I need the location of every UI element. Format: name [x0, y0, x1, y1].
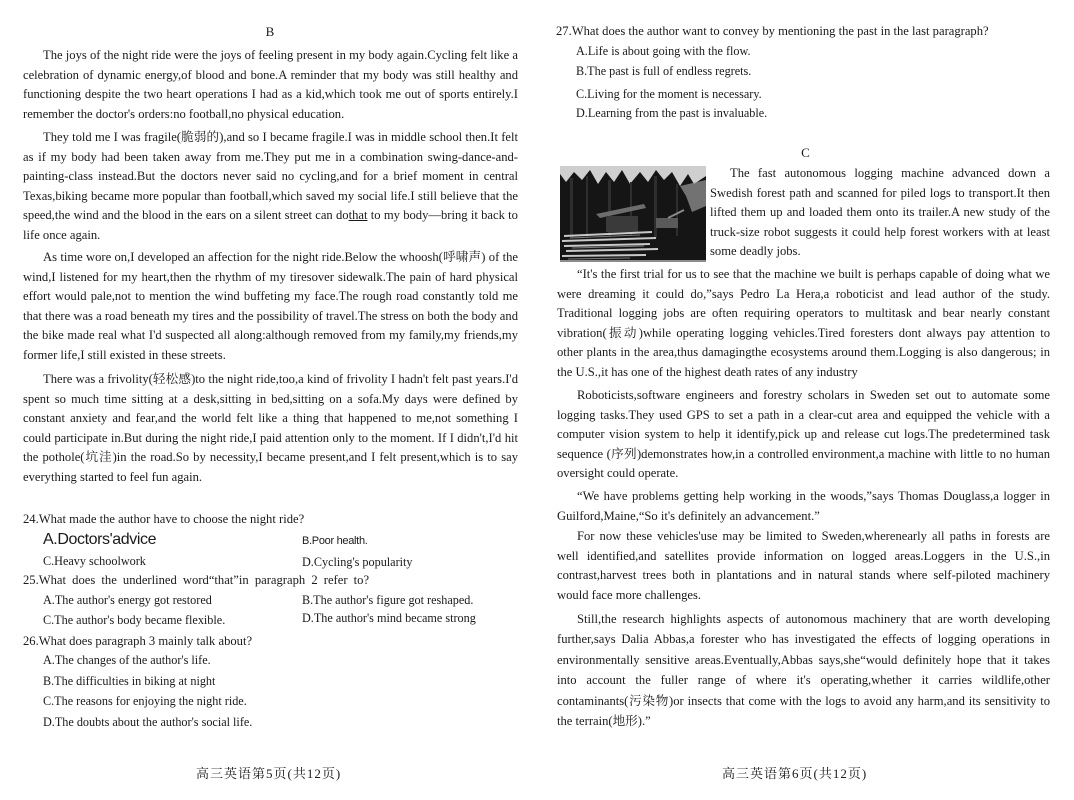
question-25-option-d[interactable]: D.The author's mind became strong	[302, 611, 476, 625]
question-24-option-c[interactable]: C.Heavy schoolwork	[43, 554, 146, 568]
question-24-option-a[interactable]: A.Doctors'advice	[43, 531, 157, 548]
question-26-option-a[interactable]: A.The changes of the author's life.	[43, 653, 211, 667]
passage-c-paragraph-4: “We have problems getting help working in the woods,”says Thomas Douglass,a logger in Guilford,Maine,“So it's definitely an advancement.”	[557, 489, 1050, 523]
question-27-option-a[interactable]: A.Life is about going with the flow.	[576, 44, 751, 58]
question-26-stem: 26.What does paragraph 3 mainly talk about?	[23, 634, 253, 648]
passage-b-paragraph-4: There was a frivolity(轻松感)to the night ride,too,a kind of frivolity I hadn't felt past years.I'd spent so much time sitting at a desk,sitting in bed,sitting on a sofa.My days were defined by constant anxiety and fear,and the world felt like a thing that happened to me,not something I could participate in.But during the night ride,I paid attention only to the moment. If I didn't,I'd hit the pothole(坑洼)in the road.So by necessity,I became present,and I felt present,which is to say everything started to feel fun again.	[23, 372, 518, 484]
forest-photo-graphic	[560, 166, 706, 262]
passage-c-paragraph-2: “It's the first trial for us to see that the machine we built is perhaps capable of doing what we were dreaming it could do,”says Pedro La Hera,a roboticist and lead author of the study. Traditional logging jobs are often requiring operators to multitask and bear nearly constant vibration(振动)while operating logging vehicles.Tired foresters dont always pay attention to other plants in the area,thus damagingthe ecosystems around them.Logging is also dangerous; in the U.S.,it has one of the highest death rates of any industry	[557, 267, 1050, 379]
question-26-option-d[interactable]: D.The doubts about the author's social life.	[43, 715, 253, 729]
question-24-option-d[interactable]: D.Cycling's popularity	[302, 555, 413, 569]
passage-c-paragraph-5: For now these vehicles'use may be limited to Sweden,wherenearly all paths in forests are well identified,and satellites provide information on logged areas.Loggers in the U.S.,in contrast,harvest trees both in plantations and in natural stands where self-piloted machinery would face more challenges.	[557, 529, 1050, 602]
passage-c-paragraph-3: Roboticists,software engineers and forestry scholars in Sweden set out to automate some logging tasks.They used GPS to set a path in a clear-cut area and equipped the vehicle with a computer vision system to help it identify,pick up and release cut logs.The predetermined task sequence (序列)demonstrates how,in a controlled environment,a machine with little to no human oversight could operate.	[557, 388, 1050, 481]
paragraph-2-text-after: to my body—bring it back to life once again.	[23, 208, 518, 242]
question-24-stem: 24.What made the author have to choose the night ride?	[23, 512, 305, 526]
passage-b-paragraph-2	[23, 128, 518, 246]
exam-page-6	[537, 0, 1074, 800]
page-footer-6: 高三英语第6页(共12页)	[722, 766, 868, 781]
question-27-option-d[interactable]: D.Learning from the past is invaluable.	[576, 106, 768, 120]
passage-b-paragraph-1: The joys of the night ride were the joys of feeling present in my body again.Cycling felt like a celebration of dynamic energy,of blood and bone.A reminder that my body was still healthy and functioning despite the two heart operations I had as a kid,which took me out of sports entirely.I remember the doctor's orders:no football,no physical education.	[23, 48, 518, 121]
question-25-option-a[interactable]: A.The author's energy got restored	[43, 593, 212, 607]
question-27-option-c[interactable]: C.Living for the moment is necessary.	[576, 87, 762, 101]
underlined-word-that: that	[348, 208, 368, 223]
question-25-option-b[interactable]: B.The author's figure got reshaped.	[302, 593, 474, 607]
question-25-stem: 25.What does the underlined word“that”in paragraph 2 refer to?	[23, 573, 370, 587]
question-26-option-c[interactable]: C.The reasons for enjoying the night ride.	[43, 694, 247, 708]
passage-b-paragraph-3: As time wore on,I developed an affection for the night ride.Below the whoosh(呼啸声) of the wind,I listened for my heart,then the rhythm of my tiresover sidewalk.The pain of hard physical effort would pale,not to mention the wind buffeting my face.The rough road constantly told me that there was a road beneath my tires and the possibility of travel.The stress on both the body and the bike made real what I'd suspected all along:although removed from my family,my friends,my former life,I still existed in these streets.	[23, 250, 518, 362]
passage-c-paragraph-6: Still,the research highlights aspects of autonomous machinery that are worth developing further,says Dalia Abbas,a forester who has investigated the effects of logging operations in environmentally sensitive areas.Eventually,Abbas says,she“would definitely hope that it takes into account the fuller range of where it's operating,whether it carries wildlife,other contaminants(污染物)or insects that come with the logs to avoid any harm,and its sensitivity to the terrain(地形).”	[557, 612, 1050, 729]
question-24-option-b[interactable]: B.Poor health.	[302, 535, 368, 547]
passage-c-paragraph-1: The fast autonomous logging machine advanced down a Swedish forest path and scanned for piled logs to transport.It then lifted them up and loaded them onto its trailer.A new study of the truck-size robot suggests it could help forest workers with at least some deadly jobs.	[710, 166, 1050, 259]
question-27-stem: 27.What does the author want to convey by mentioning the past in the last paragraph?	[556, 24, 989, 38]
section-letter-b: B	[265, 24, 275, 39]
question-26-option-b[interactable]: B.The difficulties in biking at night	[43, 674, 216, 688]
paragraph-2-text-before: They told me I was fragile(脆弱的),and so I became fragile.I was in middle school then.It felt as if my body had been taken away from me.They put me in a combination swing-dance-and-painting-class instead.But the doctors never said no cycling,and for a brief moment in central Texas,biking became more popular than football,which saved my social life.I still believe that the speed,the wind and the blood in the ears on a silent street can do	[23, 130, 518, 223]
question-27-option-b[interactable]: B.The past is full of endless regrets.	[576, 64, 752, 78]
question-25-option-c[interactable]: C.The author's body became flexible.	[43, 613, 226, 627]
section-letter-c: C	[801, 145, 810, 160]
forest-logging-machine-photo	[560, 166, 706, 262]
page-footer-5: 高三英语第5页(共12页)	[196, 766, 342, 781]
